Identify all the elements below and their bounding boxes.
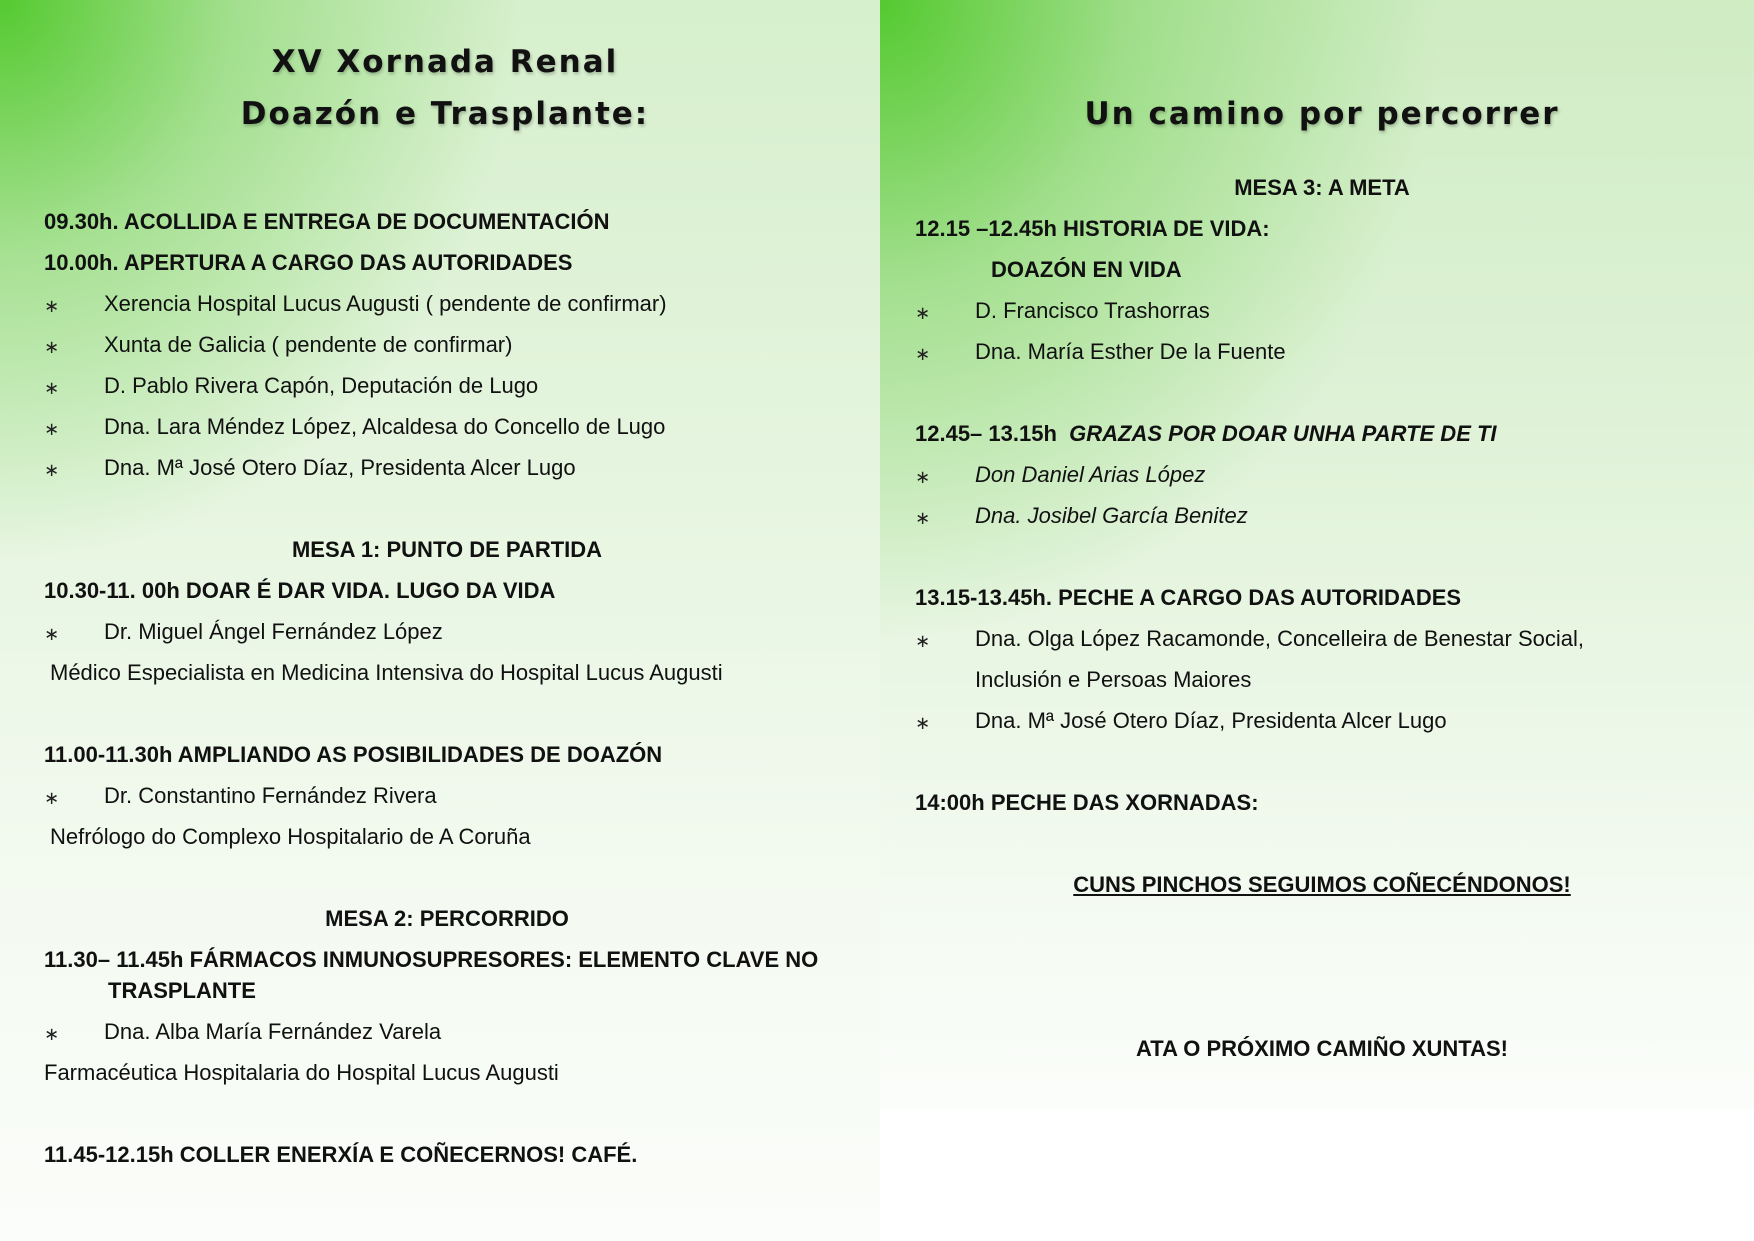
mesa1-speaker: Dr. Miguel Ángel Fernández López [104,619,443,644]
bullet-icon: ∗ [915,344,931,365]
agenda-item-1130: 11.30– 11.45h FÁRMACOS INMUNOSUPRESORES: ELEMENTO CLAVE NO [44,947,819,972]
bullet-icon: ∗ [44,337,60,358]
agenda-item-1245 [915,420,1497,448]
agenda-item-1400: 14:00h PECHE DAS XORNADAS: [915,790,1259,815]
item-1215-speaker-1: D. Francisco Trashorras [975,298,1210,323]
closing-message: CUNS PINCHOS SEGUIMOS COÑECÉNDONOS! [1073,872,1571,897]
agenda-item-1100: 11.00-11.30h AMPLIANDO AS POSIBILIDADES DE DOAZÓN [44,742,663,767]
mesa2-heading: MESA 2: PERCORRIDO [325,906,569,931]
authority-4: Dna. Lara Méndez López, Alcaldesa do Concello de Lugo [104,414,666,439]
item-1315-speaker-1: Dna. Olga López Racamonde, Concelleira de Benestar Social, [975,626,1585,651]
right-panel [880,0,1754,1241]
item-1245-speaker-1: Don Daniel Arias López [975,462,1206,487]
mesa1-speaker-role: Médico Especialista en Medicina Intensiva do Hospital Lucus Augusti [50,660,723,685]
authority-3: D. Pablo Rivera Capón, Deputación de Lugo [104,373,539,398]
agenda-item-1245-title: GRAZAS POR DOAR UNHA PARTE DE TI [1069,421,1497,446]
agenda-item-1030: 10.30-11. 00h DOAR É DAR VIDA. LUGO DA VIDA [44,578,556,603]
item-1245-speaker-2: Dna. Josibel García Benitez [975,503,1248,528]
bullet-icon: ∗ [915,303,931,324]
bullet-icon: ∗ [915,631,931,652]
agenda-item-1245-time: 12.45– 13.15h [915,421,1057,446]
agenda-item-1315: 13.15-13.45h. PECHE A CARGO DAS AUTORIDADES [915,585,1462,610]
bullet-icon: ∗ [915,467,931,488]
bullet-icon: ∗ [44,378,60,399]
bullet-icon: ∗ [44,624,60,645]
bullet-icon: ∗ [44,460,60,481]
bullet-icon: ∗ [44,419,60,440]
authority-5: Dna. Mª José Otero Díaz, Presidenta Alcer Lugo [104,455,576,480]
event-title: XV Xornada Renal [271,44,619,80]
farewell-message: ATA O PRÓXIMO CAMIÑO XUNTAS! [1136,1036,1508,1061]
bullet-icon: ∗ [44,296,60,317]
agenda-item-0930: 09.30h. ACOLLIDA E ENTREGA DE DOCUMENTACIÓN [44,209,610,234]
agenda-item-1145: 11.45-12.15h COLLER ENERXÍA E COÑECERNOS! CAFÉ. [44,1142,638,1167]
bullet-icon: ∗ [44,1024,60,1045]
mesa2-speaker: Dna. Alba María Fernández Varela [104,1019,442,1044]
bullet-icon: ∗ [915,713,931,734]
bullet-icon: ∗ [44,788,60,809]
item-1215-speaker-2: Dna. María Esther De la Fuente [975,339,1286,364]
bullet-icon: ∗ [915,508,931,529]
item-1315-speaker-2: Dna. Mª José Otero Díaz, Presidenta Alcer Lugo [975,708,1447,733]
agenda-item-1215-continued: DOAZÓN EN VIDA [991,257,1182,282]
agenda-item-1000: 10.00h. APERTURA A CARGO DAS AUTORIDADES [44,250,573,275]
mesa2-speaker-role: Farmacéutica Hospitalaria do Hospital Lucus Augusti [44,1060,559,1085]
item-1100-speaker-role: Nefrólogo do Complexo Hospitalario de A Coruña [50,824,531,849]
agenda-item-1215: 12.15 –12.45h HISTORIA DE VIDA: [915,216,1270,241]
authority-2: Xunta de Galicia ( pendente de confirmar) [104,332,513,357]
item-1100-speaker: Dr. Constantino Fernández Rivera [104,783,437,808]
right-title: Un camino por percorrer [1084,96,1560,132]
item-1315-speaker-1-continued: Inclusión e Persoas Maiores [975,667,1252,692]
event-subtitle: Doazón e Trasplante: [240,96,650,132]
authority-1: Xerencia Hospital Lucus Augusti ( pendente de confirmar) [104,291,667,316]
mesa1-heading: MESA 1: PUNTO DE PARTIDA [291,537,603,562]
agenda-item-1130-continued: TRASPLANTE [108,978,256,1003]
mesa3-heading: MESA 3: A META [1234,175,1410,200]
